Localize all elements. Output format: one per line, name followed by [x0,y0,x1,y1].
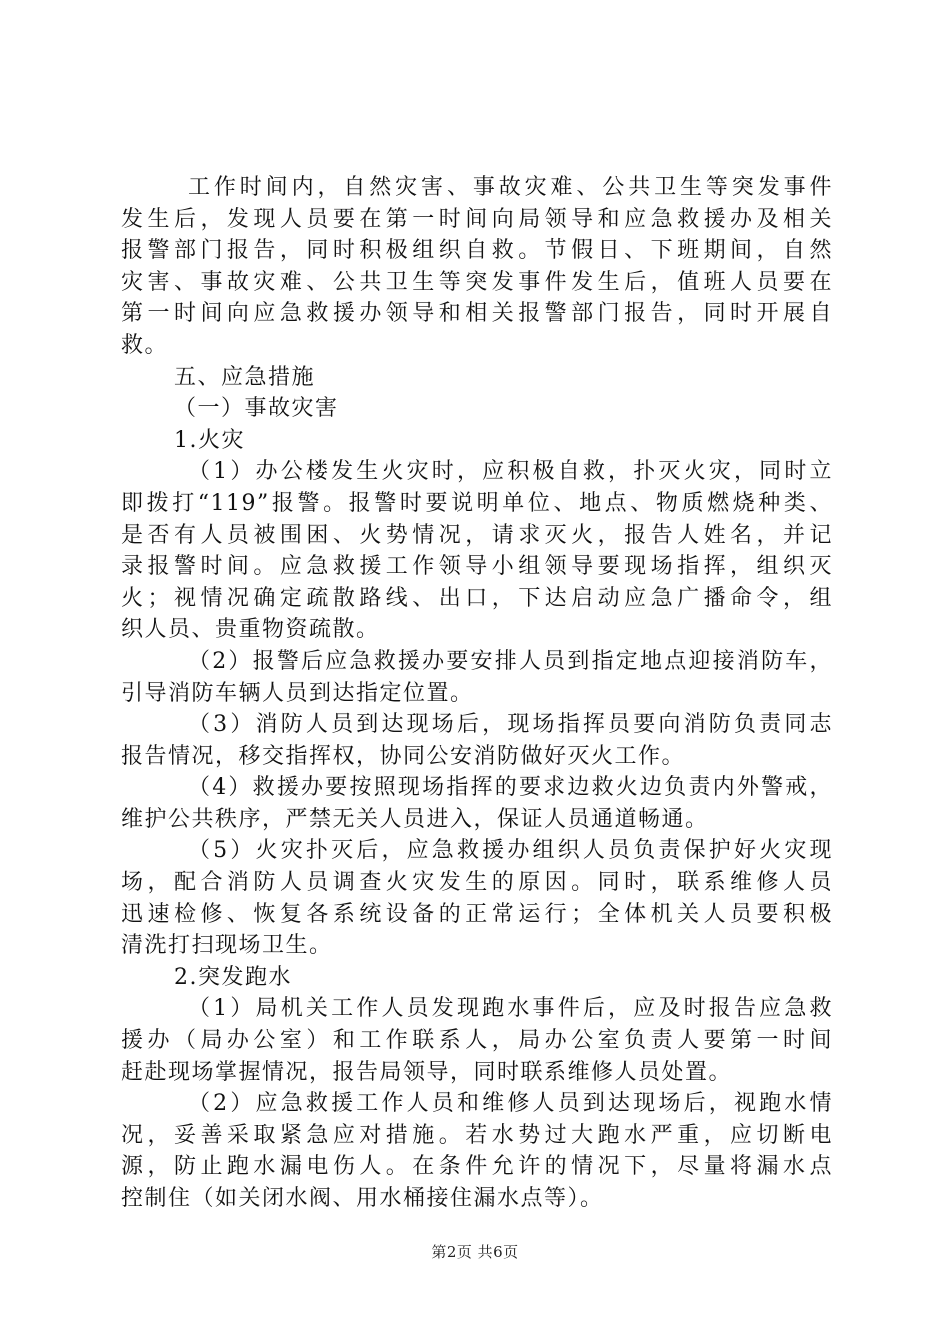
paragraph-line: （1）办公楼发生火灾时，应积极自救，扑灭火灾，同时立 [188,459,833,485]
item-heading: 1.火灾 [174,427,245,453]
paragraph-line: （2）应急救援工作人员和维修人员到达现场后，视跑水情 [188,1091,833,1117]
paragraph-line: 发生后，发现人员要在第一时间向局领导和应急救援办及相关 [121,206,833,232]
paragraph-line: 援办（局办公室）和工作联系人，局办公室负责人要第一时间 [121,1028,833,1054]
section-heading: 五、应急措施 [174,364,316,390]
paragraph-line: 第一时间向应急救援办领导和相关报警部门报告，同时开展自 [121,301,833,327]
paragraph-line: （2）报警后应急救援办要安排人员到指定地点迎接消防车， [188,648,833,674]
paragraph-line: 赶赴现场掌握情况，报告局领导，同时联系维修人员处置。 [121,1059,733,1085]
paragraph-line: 即拨打“119”报警。报警时要说明单位、地点、物质燃烧种类、 [121,490,833,516]
paragraph-line: 维护公共秩序，严禁无关人员进入，保证人员通道畅通。 [121,806,709,832]
paragraph-line: 清洗打扫现场卫生。 [121,933,333,959]
paragraph-line: （3）消防人员到达现场后，现场指挥员要向消防负责同志 [188,712,833,738]
paragraph-line: 迅速检修、恢复各系统设备的正常运行；全体机关人员要积极 [121,901,833,927]
paragraph-line: 场，配合消防人员调查火灾发生的原因。同时，联系维修人员 [121,870,833,896]
paragraph-line: （4）救援办要按照现场指挥的要求边救火边负责内外警戒， [188,775,833,801]
paragraph-line: （5）火灾扑灭后，应急救援办组织人员负责保护好火灾现 [188,838,833,864]
paragraph-line: 源，防止跑水漏电伤人。在条件允许的情况下，尽量将漏水点 [121,1154,833,1180]
paragraph-line: 是否有人员被围困、火势情况，请求灭火，报告人姓名，并记 [121,522,833,548]
paragraph-line: 火；视情况确定疏散路线、出口，下达启动应急广播命令，组 [121,585,833,611]
subsection-heading: （一）事故灾害 [174,396,339,422]
paragraph-line: 织人员、贵重物资疏散。 [121,617,380,643]
document-body [121,172,833,1215]
paragraph-line: 救。 [121,332,169,358]
paragraph-line: 况，妥善采取紧急应对措施。若水势过大跑水严重，应切断电 [121,1122,833,1148]
paragraph-line: 灾害、事故灾难、公共卫生等突发事件发生后，值班人员要在 [121,269,833,295]
paragraph-line: （1）局机关工作人员发现跑水事件后，应及时报告应急救 [188,996,833,1022]
paragraph-line: 引导消防车辆人员到达指定位置。 [121,680,474,706]
paragraph-line: 控制住（如关闭水阀、用水桶接住漏水点等）。 [121,1186,604,1211]
page-footer: 第2页 共6页 [431,1243,519,1261]
item-heading: 2.突发跑水 [174,964,292,990]
paragraph-line: 报告情况，移交指挥权，协同公安消防做好灭火工作。 [121,743,686,769]
paragraph-line: 工作时间内，自然灾害、事故灾难、公共卫生等突发事件 [188,175,833,200]
paragraph-line: 报警部门报告，同时积极组织自救。节假日、下班期间，自然 [121,238,833,264]
paragraph-line: 录报警时间。应急救援工作领导小组领导要现场指挥，组织灭 [121,554,833,580]
